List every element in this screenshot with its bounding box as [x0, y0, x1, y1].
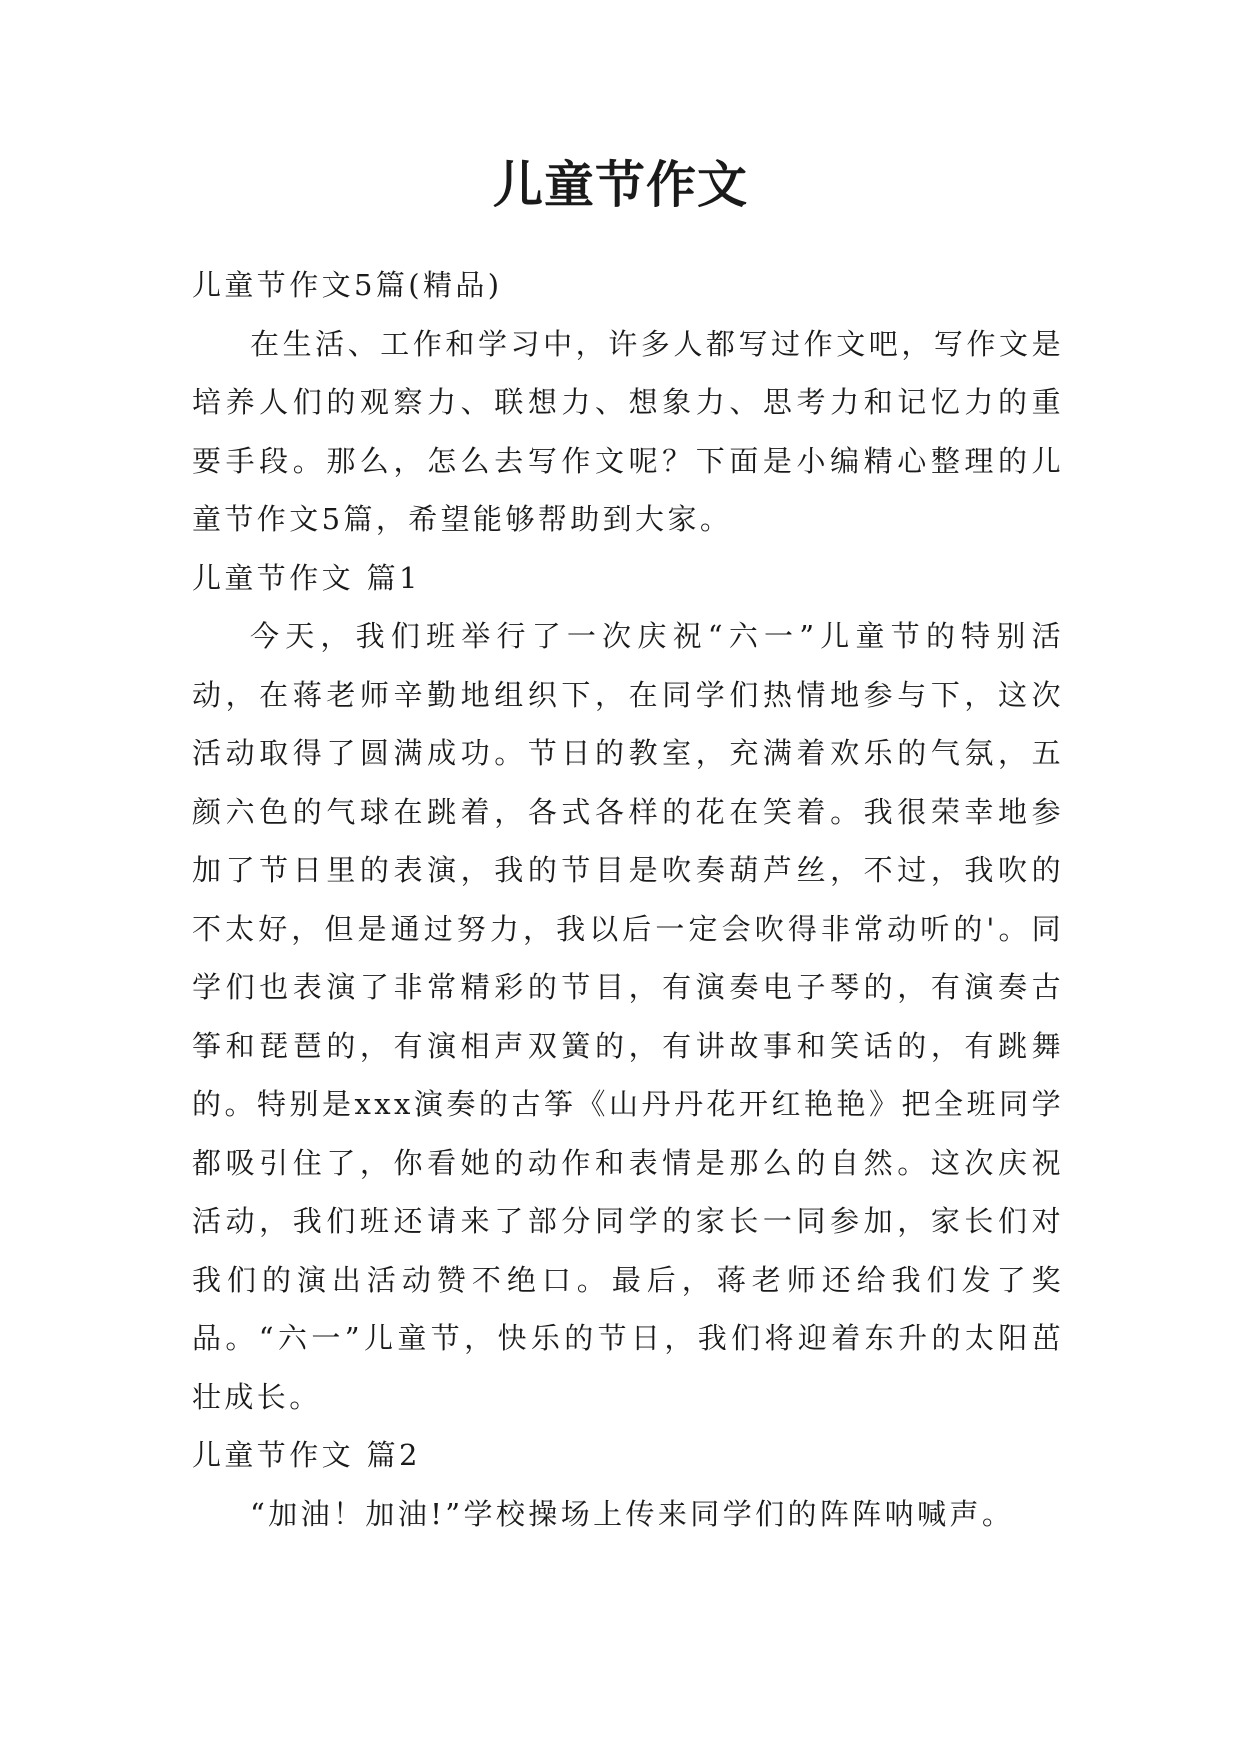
- section-1-paragraph: 今天，我们班举行了一次庆祝“六一”儿童节的特别活动，在蒋老师辛勤地组织下，在同学们热情地参与下，这次活动取得了圆满成功。节日的教室，充满着欢乐的气氛，五颜六色的气球在跳着，各式各样的花在笑着。我很荣幸地参加了节日里的表演，我的节目是吹奏葫芦丝，不过，我吹的不太好，但是通过努力，我以后一定会吹得非常动听的'。同学们也表演了非常精彩的节目，有演奏电子琴的，有演奏古筝和琵琶的，有演相声双簧的，有讲故事和笑话的，有跳舞的。特别是xxx演奏的古筝《山丹丹花开红艳艳》把全班同学都吸引住了，你看她的动作和表情是那么的自然。这次庆祝活动，我们班还请来了部分同学的家长一同参加，家长们对我们的演出活动赞不绝口。最后，蒋老师还给我们发了奖品。“六一”儿童节，快乐的节日，我们将迎着东升的太阳茁壮成长。: [192, 619, 1064, 1414]
- section-1-heading: 儿童节作文 篇1: [192, 560, 421, 595]
- document-title: 儿童节作文: [493, 155, 748, 214]
- section-2-paragraph: “加油！加油!”学校操场上传来同学们的阵阵呐喊声。: [250, 1496, 1015, 1531]
- intro-paragraph: 在生活、工作和学习中，许多人都写过作文吧，写作文是培养人们的观察力、联想力、想象力、思考力和记忆力的重要手段。那么，怎么去写作文呢？下面是小编精心整理的儿童节作文5篇，希望能够帮助到大家。: [192, 326, 1064, 536]
- document-body: [192, 256, 1064, 1543]
- document-subtitle: 儿童节作文5篇(精品): [192, 268, 503, 302]
- section-2-heading: 儿童节作文 篇2: [192, 1438, 421, 1472]
